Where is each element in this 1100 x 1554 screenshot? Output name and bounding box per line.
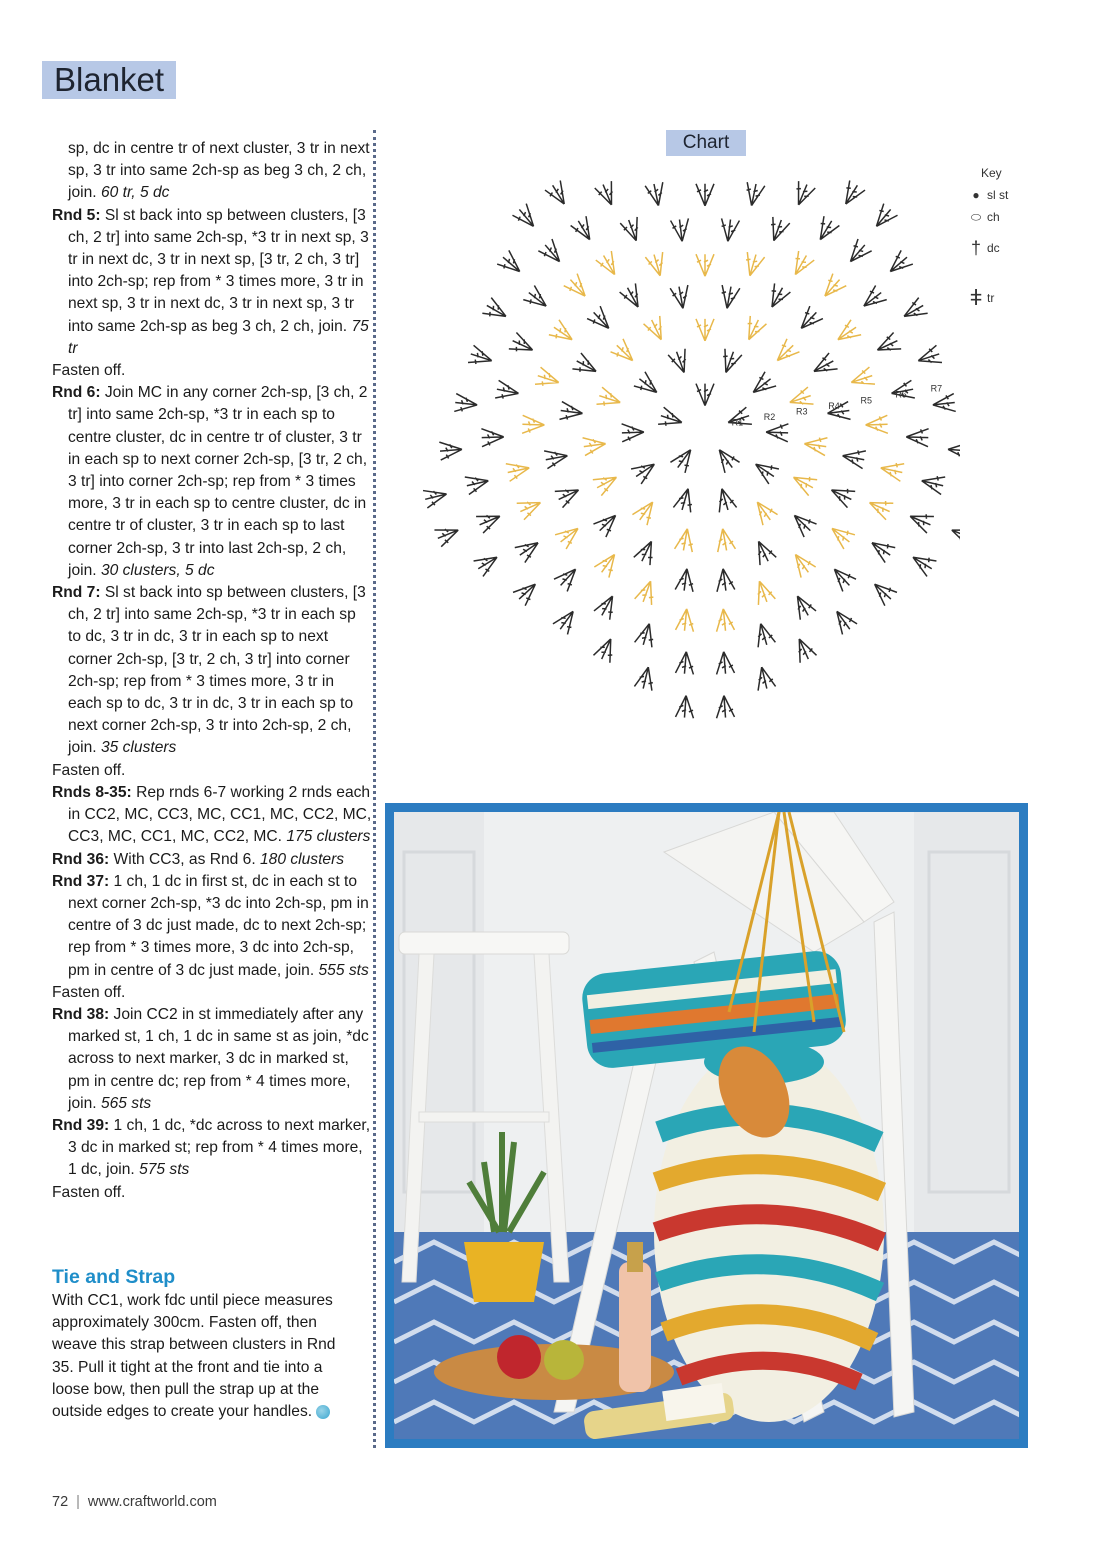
pattern-intro: [52, 138, 372, 205]
tr-cluster-mark: [803, 435, 827, 456]
tr-cluster-mark: [841, 447, 866, 469]
tr-cluster-mark: [583, 435, 607, 456]
tr-cluster-mark: [535, 367, 561, 391]
dc-symbol-icon: †: [970, 237, 981, 258]
crochet-chart: [385, 160, 960, 790]
key-tr: ǂ tr: [965, 268, 1008, 328]
tr-cluster-mark: [717, 349, 741, 376]
tr-cluster-mark: [714, 527, 736, 552]
product-photo: [394, 812, 1019, 1439]
tr-cluster-mark: [830, 606, 857, 634]
round-7: Rnd 7: Sl st back into sp between clusters, [3 ch, 2 tr] into same 2ch-sp, *3 tr in each sp to dc, 3 tr in dc, 3 tr in each sp to next corner 2ch-sp, [3 tr, 2 ch, 3 tr] into corner 2ch-sp; rep from * 3 times more, 3 tr in each sp to dc, 3 tr in dc, 3 tr in each sp to next corner 2ch-sp, 3 tr into 2ch-sp, 2 ch, join. 35 clusters: [52, 584, 366, 757]
tr-cluster-mark: [867, 535, 895, 562]
tr-cluster-mark: [828, 563, 856, 591]
tr-cluster-mark: [810, 353, 838, 379]
tr-cluster-mark: [593, 469, 621, 495]
tr-cluster-mark: [870, 204, 898, 232]
tr-cluster-mark: [670, 285, 692, 310]
tr-cluster-mark: [866, 494, 893, 519]
tr-cluster-mark: [790, 592, 816, 620]
round-38: Rnd 38: Join CC2 in st immediately after any marked st, 1 ch, 1 dc in same st as join, *dc across to next marker, 3 dc in marked st, pm in centre dc; rep from * 4 times more, join. 565 sts: [52, 1005, 369, 1112]
tr-cluster-mark: [788, 509, 816, 537]
tr-cluster-mark: [587, 306, 615, 334]
tr-cluster-mark: [474, 550, 502, 577]
tr-cluster-mark: [750, 497, 777, 525]
tr-cluster-mark: [874, 333, 902, 359]
tr-cluster-mark: [675, 527, 697, 552]
tr-cluster-mark: [827, 521, 855, 549]
tr-cluster-mark: [631, 457, 659, 484]
tr-cluster-mark: [555, 521, 583, 549]
tr-cluster-mark: [512, 204, 540, 232]
tr-cluster-mark: [675, 651, 695, 674]
tr-cluster-mark: [869, 578, 897, 606]
tr-cluster-mark: [714, 608, 734, 632]
tr-cluster-mark: [668, 349, 692, 376]
round-label: R7: [930, 383, 943, 394]
round-label: R3: [796, 406, 808, 417]
tr-cluster-mark: [900, 298, 928, 325]
chart-round-3: [583, 316, 828, 552]
tr-cluster-mark: [743, 182, 765, 207]
tr-cluster-mark: [741, 252, 764, 278]
tr-cluster-mark: [465, 472, 491, 495]
tr-cluster-mark: [828, 482, 856, 508]
tr-cluster-mark: [611, 339, 639, 367]
tr-cluster-mark: [622, 423, 645, 442]
tr-cluster-mark: [838, 181, 865, 209]
tr-cluster-mark: [788, 251, 815, 279]
intro-text: sp, dc in centre tr of next cluster, 3 tr in next sp, 3 tr into same 2ch-sp as beg 3 ch, 2 ch, join.: [68, 140, 370, 202]
tr-cluster-mark: [545, 181, 572, 209]
tr-cluster-mark: [671, 218, 692, 242]
tr-cluster-mark: [712, 445, 739, 473]
tr-cluster-mark: [741, 316, 767, 344]
tr-cluster-mark: [906, 428, 929, 447]
tr-cluster-mark: [559, 402, 583, 423]
round-label: R4: [828, 400, 840, 411]
tr-cluster-mark: [571, 216, 598, 244]
page-number: 72: [52, 1494, 69, 1510]
tr-cluster-mark: [634, 372, 662, 400]
chart-round-1: [658, 384, 752, 473]
tr-cluster-mark: [751, 457, 779, 484]
chart-title: Chart: [666, 130, 746, 156]
chart-round-7: [423, 181, 960, 719]
chart-key: [965, 162, 1008, 328]
tr-cluster-mark: [439, 440, 462, 460]
tr-cluster-mark: [522, 415, 545, 434]
tr-cluster-mark: [884, 250, 912, 278]
intro-count: 60 tr, 5 dc: [100, 184, 170, 202]
tr-cluster-mark: [506, 459, 531, 481]
footer-separator: |: [76, 1494, 80, 1510]
tr-cluster-mark: [916, 345, 942, 369]
tr-cluster-mark: [553, 606, 580, 634]
tr-cluster-mark: [948, 522, 960, 547]
tr-cluster-mark: [593, 509, 621, 537]
tr-cluster-mark: [509, 333, 537, 359]
tr-cluster-mark: [752, 621, 775, 647]
tr-cluster-mark: [713, 486, 736, 512]
tr-cluster-mark: [813, 216, 840, 244]
photo-frame: [385, 803, 1028, 1448]
tr-cluster-mark: [790, 181, 815, 208]
round-5: Rnd 5: Sl st back into sp between clusters, [3 ch, 2 tr] into same 2ch-sp, *3 tr in next sp, 3 tr in next dc, 3 tr in next sp, [3 tr, 2 ch, 3 tr] into 2ch-sp; rep from * 3 times more, 3 tr in next sp, 3 tr in next dc, 3 tr in next sp, 3 tr into same 2ch-sp as beg 3 ch, 2 ch, join. 75 tr: [52, 206, 369, 357]
tr-cluster-mark: [658, 407, 684, 431]
tr-cluster-mark: [481, 428, 504, 447]
tr-cluster-mark: [632, 497, 659, 525]
tr-cluster-mark: [593, 635, 618, 662]
round-label: R5: [860, 395, 873, 406]
round-6: Rnd 6: Join MC in any corner 2ch-sp, [3 ch, 2 tr] into same 2ch-sp, *3 tr in each sp to centre cluster, dc in centre tr of cluster, 3 tr in each sp to next corner 2ch-sp, [3 tr, 2 ch, 3 tr] into corner 2ch-sp; rep from * 3 times more, 3 tr in each sp to centre cluster, dc in centre tr of cluster, 3 tr in each sp to last corner 2ch-sp, 3 tr into last 2ch-sp, 2 ch, join. 30 clusters, 5 dc: [52, 384, 368, 579]
photo-illustration: [394, 812, 1019, 1439]
tr-cluster-mark: [719, 218, 740, 242]
tr-cluster-mark: [554, 563, 582, 591]
tr-cluster-mark: [670, 445, 697, 473]
tr-cluster-mark: [791, 635, 816, 662]
round-37: Rnd 37: 1 ch, 1 dc in first st, dc in each st to next corner 2ch-sp, *3 dc into 2ch-sp, pm in centre of 3 dc just made, dc to next 2ch-sp; rep from * 3 times more, 3 dc into 2ch-sp, pm in centre of 3 dc just made, join. 555 sts: [52, 872, 369, 979]
tr-cluster-mark: [434, 522, 461, 547]
page-footer: [52, 1494, 217, 1510]
round-label: R1: [731, 417, 744, 428]
tr-cluster-mark: [833, 320, 861, 347]
fasten-off: Fasten off.: [52, 362, 126, 380]
tr-cluster-mark: [715, 695, 735, 718]
tr-cluster-mark: [594, 592, 620, 620]
rounds-8-35: Rnds 8-35: Rep rnds 6-7 working 2 rnds each in CC2, MC, CC3, MC, CC1, MC, CC2, MC, CC3, MC, CC1, MC, CC2, MC. 175 clusters: [52, 783, 372, 846]
fasten-off: Fasten off.: [52, 1183, 126, 1201]
tr-cluster-mark: [549, 320, 577, 347]
key-ch: ⬭ ch: [965, 206, 1008, 228]
tr-cluster-mark: [635, 621, 658, 647]
tr-cluster-mark: [645, 182, 667, 207]
round-label: R2: [763, 411, 776, 422]
section-title: Blanket: [42, 61, 176, 99]
tr-cluster-mark: [620, 283, 646, 311]
tr-cluster-mark: [564, 274, 592, 302]
tr-cluster-mark: [523, 285, 551, 313]
tr-cluster-mark: [594, 549, 621, 577]
tr-cluster-mark: [696, 384, 714, 406]
tr-cluster-mark: [696, 319, 714, 341]
tr-symbol-icon: ǂ: [969, 285, 983, 310]
tr-cluster-mark: [620, 217, 644, 244]
tr-cluster-mark: [844, 239, 872, 267]
key-sl-st: ● sl st: [965, 184, 1008, 206]
tr-cluster-mark: [715, 651, 735, 674]
tr-cluster-mark: [555, 482, 583, 508]
tr-cluster-mark: [751, 578, 775, 605]
oval-icon: ⬭: [970, 209, 982, 224]
round-39: Rnd 39: 1 ch, 1 dc, *dc across to next marker, 3 dc in marked st; rep from * 4 times more, 1 dc, join. 575 sts: [52, 1116, 371, 1179]
round-36: Rnd 36: With CC3, as Rnd 6. 180 clusters: [52, 850, 345, 868]
tie-strap-body: With CC1, work fdc until piece measures approximately 300cm. Fasten off, then weave this strap between clusters in Rnd 35. Pull it tight at the front and tie into a loose bow, then pull the strap up at the outside edges to create your handles.: [52, 1292, 336, 1421]
fasten-off: Fasten off.: [52, 983, 126, 1001]
round-label: R6: [895, 389, 907, 400]
tr-cluster-mark: [753, 665, 776, 691]
tr-cluster-mark: [696, 184, 714, 206]
tr-cluster-mark: [748, 372, 776, 400]
tr-cluster-mark: [932, 394, 956, 414]
tr-cluster-mark: [476, 508, 503, 533]
tr-cluster-mark: [718, 285, 740, 310]
tr-cluster-mark: [645, 252, 668, 278]
tr-cluster-mark: [597, 387, 623, 411]
tr-cluster-mark: [676, 695, 696, 718]
chart-round-6: [465, 216, 945, 674]
tr-cluster-mark: [673, 486, 696, 512]
tr-cluster-mark: [750, 537, 776, 565]
tr-cluster-mark: [789, 469, 817, 495]
tr-cluster-mark: [676, 608, 696, 632]
tr-cluster-mark: [517, 494, 544, 519]
tr-cluster-mark: [538, 239, 566, 267]
tr-cluster-mark: [765, 217, 789, 244]
tr-cluster-mark: [908, 550, 936, 577]
tr-cluster-mark: [920, 472, 946, 495]
tr-cluster-mark: [907, 508, 934, 533]
tr-cluster-mark: [454, 394, 478, 414]
tr-cluster-mark: [696, 254, 714, 276]
tr-cluster-mark: [482, 298, 510, 325]
tr-cluster-mark: [513, 578, 541, 606]
tr-cluster-mark: [644, 316, 670, 344]
tr-cluster-mark: [595, 181, 620, 208]
tr-cluster-mark: [634, 537, 660, 565]
tr-cluster-mark: [497, 250, 525, 278]
chart-round-2: [622, 349, 789, 513]
yarn-ball-icon: [316, 1405, 330, 1419]
tr-cluster-mark: [766, 423, 789, 442]
footer-url[interactable]: www.craftworld.com: [87, 1494, 217, 1510]
tr-cluster-mark: [468, 345, 494, 369]
tie-strap-heading: Tie and Strap: [52, 1266, 176, 1288]
tr-cluster-mark: [858, 285, 886, 313]
tr-cluster-mark: [788, 549, 815, 577]
dot-icon: ●: [972, 188, 980, 202]
tr-cluster-mark: [849, 367, 875, 391]
tr-cluster-mark: [818, 274, 846, 302]
tr-cluster-mark: [596, 251, 623, 279]
tr-cluster-mark: [947, 440, 960, 460]
tr-cluster-mark: [714, 568, 735, 592]
tr-cluster-mark: [634, 665, 657, 691]
tr-cluster-mark: [795, 306, 823, 334]
column-divider: [373, 130, 376, 1448]
tr-cluster-mark: [423, 485, 449, 508]
tr-cluster-mark: [879, 459, 904, 481]
tr-cluster-mark: [544, 447, 569, 469]
fasten-off: Fasten off.: [52, 761, 126, 779]
tr-cluster-mark: [771, 339, 799, 367]
pattern-text: [52, 138, 372, 1204]
tr-cluster-mark: [495, 380, 520, 402]
tr-cluster-mark: [572, 353, 600, 379]
tr-cluster-mark: [675, 568, 696, 592]
tr-cluster-mark: [764, 283, 790, 311]
key-dc: † dc: [965, 228, 1008, 268]
tr-cluster-mark: [515, 535, 543, 562]
tr-cluster-mark: [865, 415, 888, 434]
tr-cluster-mark: [635, 578, 659, 605]
key-title: Key: [981, 166, 1002, 180]
